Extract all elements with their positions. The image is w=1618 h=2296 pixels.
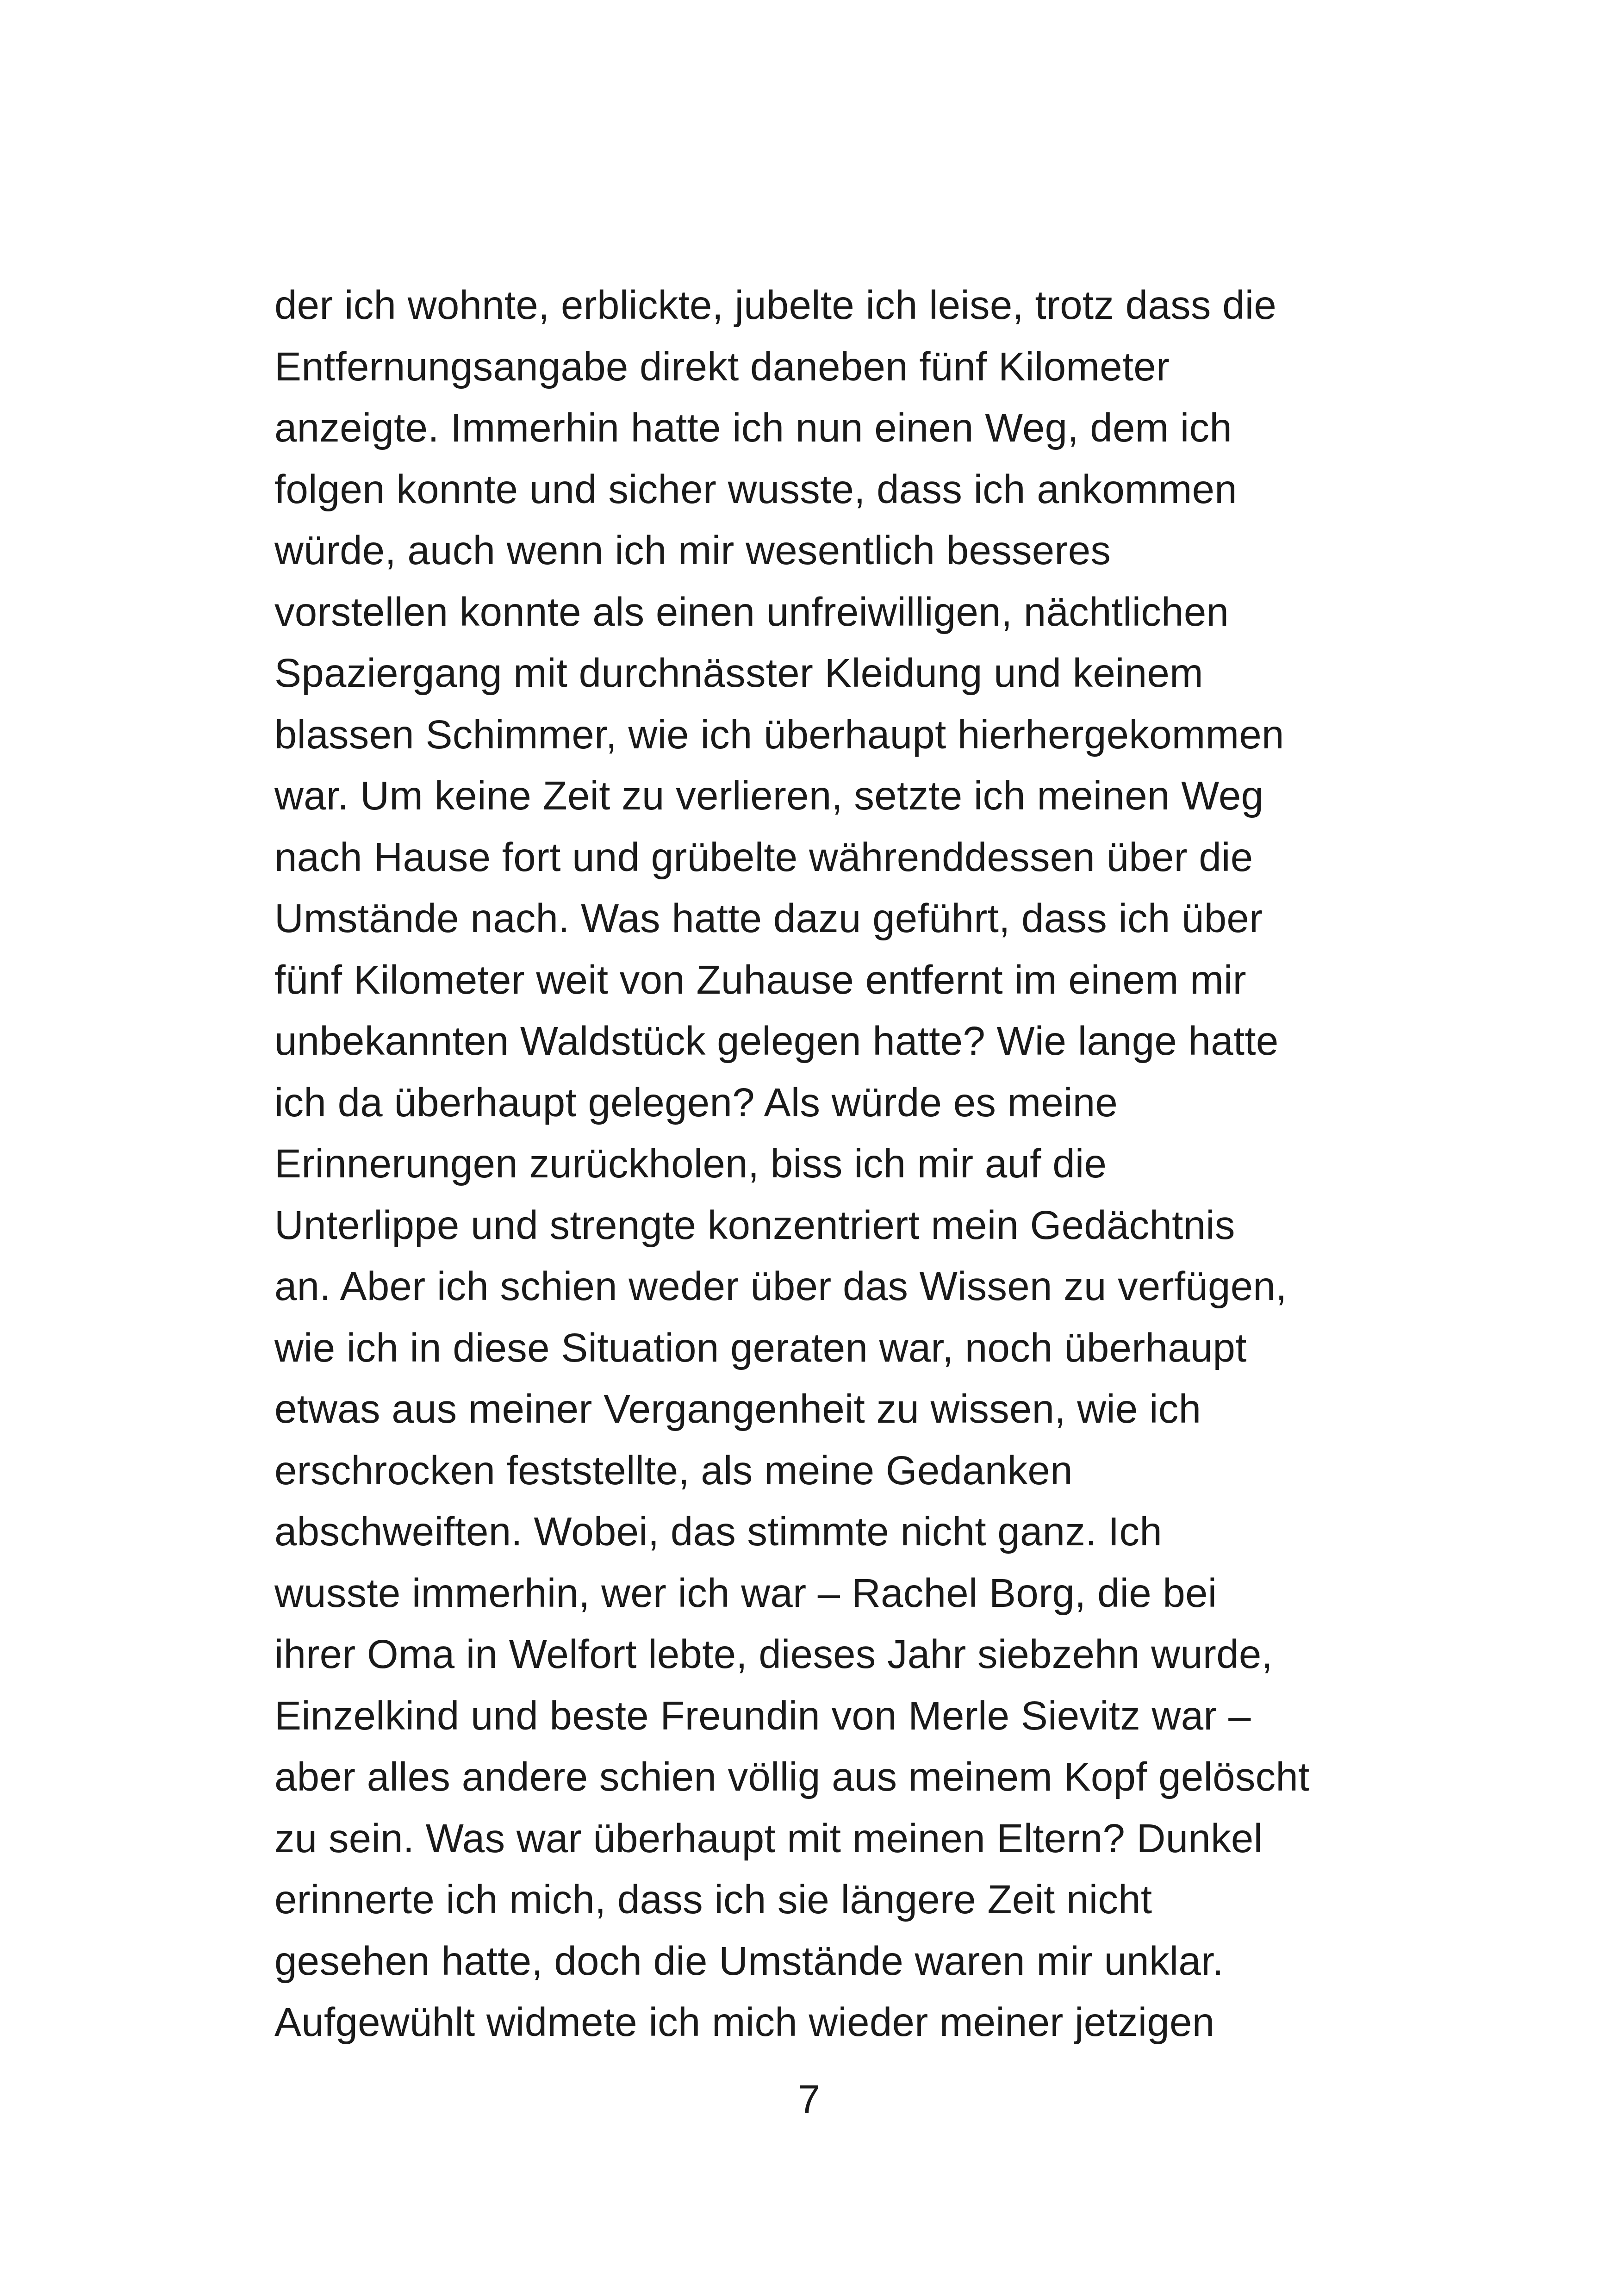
text-line-18: wie ich in diese Situation geraten war, noch überhaupt: [274, 1325, 1247, 1370]
text-line-6: vorstellen konnte als einen unfreiwilligen, nächtlichen: [274, 589, 1229, 635]
text-line-15: Erinnerungen zurückholen, biss ich mir auf die: [274, 1141, 1107, 1186]
text-line-14: ich da überhaupt gelegen? Als würde es meine: [274, 1080, 1118, 1125]
text-line-25: aber alles andere schien völlig aus meinem Kopf gelöscht: [274, 1755, 1310, 1799]
text-line-27: erinnerte ich mich, dass ich sie längere Zeit nicht: [274, 1877, 1152, 1922]
text-line-12: fünf Kilometer weit von Zuhause entfernt im einem mir: [274, 957, 1246, 1002]
page-number: 7: [797, 2077, 821, 2122]
text-line-29: Aufgewühlt widmete ich mich wieder meiner jetzigen: [274, 2000, 1215, 2045]
text-line-19: etwas aus meiner Vergangenheit zu wissen, wie ich: [274, 1387, 1201, 1431]
text-line-2: Entfernungsangabe direkt daneben fünf Kilometer: [274, 344, 1170, 389]
text-line-10: nach Hause fort und grübelte währenddessen über die: [274, 834, 1253, 880]
text-line-28: gesehen hatte, doch die Umstände waren mir unklar.: [274, 1938, 1224, 1984]
text-line-8: blassen Schimmer, wie ich überhaupt hierhergekommen: [274, 712, 1284, 757]
text-line-13: unbekannten Waldstück gelegen hatte? Wie lange hatte: [274, 1019, 1279, 1064]
text-line-20: erschrocken feststellte, als meine Gedanken: [274, 1448, 1073, 1493]
text-line-21: abschweiften. Wobei, das stimmte nicht ganz. Ich: [274, 1509, 1163, 1554]
text-line-22: wusste immerhin, wer ich war – Rachel Borg, die bei: [274, 1570, 1217, 1616]
text-line-26: zu sein. Was war überhaupt mit meinen Eltern? Dunkel: [274, 1816, 1263, 1861]
text-line-5: würde, auch wenn ich mir wesentlich besseres: [274, 528, 1111, 573]
text-line-3: anzeigte. Immerhin hatte ich nun einen Weg, dem ich: [274, 405, 1232, 450]
text-line-1: der ich wohnte, erblickte, jubelte ich leise, trotz dass die: [274, 283, 1277, 328]
text-line-11: Umstände nach. Was hatte dazu geführt, dass ich über: [274, 896, 1263, 941]
body-text: [274, 275, 1353, 2053]
text-line-9: war. Um keine Zeit zu verlieren, setzte ich meinen Weg: [274, 773, 1264, 818]
text-line-24: Einzelkind und beste Freundin von Merle Sievitz war –: [274, 1693, 1251, 1738]
text-line-4: folgen konnte und sicher wusste, dass ich ankommen: [274, 467, 1237, 512]
text-line-17: an. Aber ich schien weder über das Wissen zu verfügen,: [274, 1264, 1287, 1309]
text-line-7: Spaziergang mit durchnässter Kleidung und keinem: [274, 651, 1203, 696]
text-line-16: Unterlippe und strengte konzentriert mein Gedächtnis: [274, 1202, 1235, 1248]
text-line-23: ihrer Oma in Welfort lebte, dieses Jahr siebzehn wurde,: [274, 1632, 1273, 1677]
